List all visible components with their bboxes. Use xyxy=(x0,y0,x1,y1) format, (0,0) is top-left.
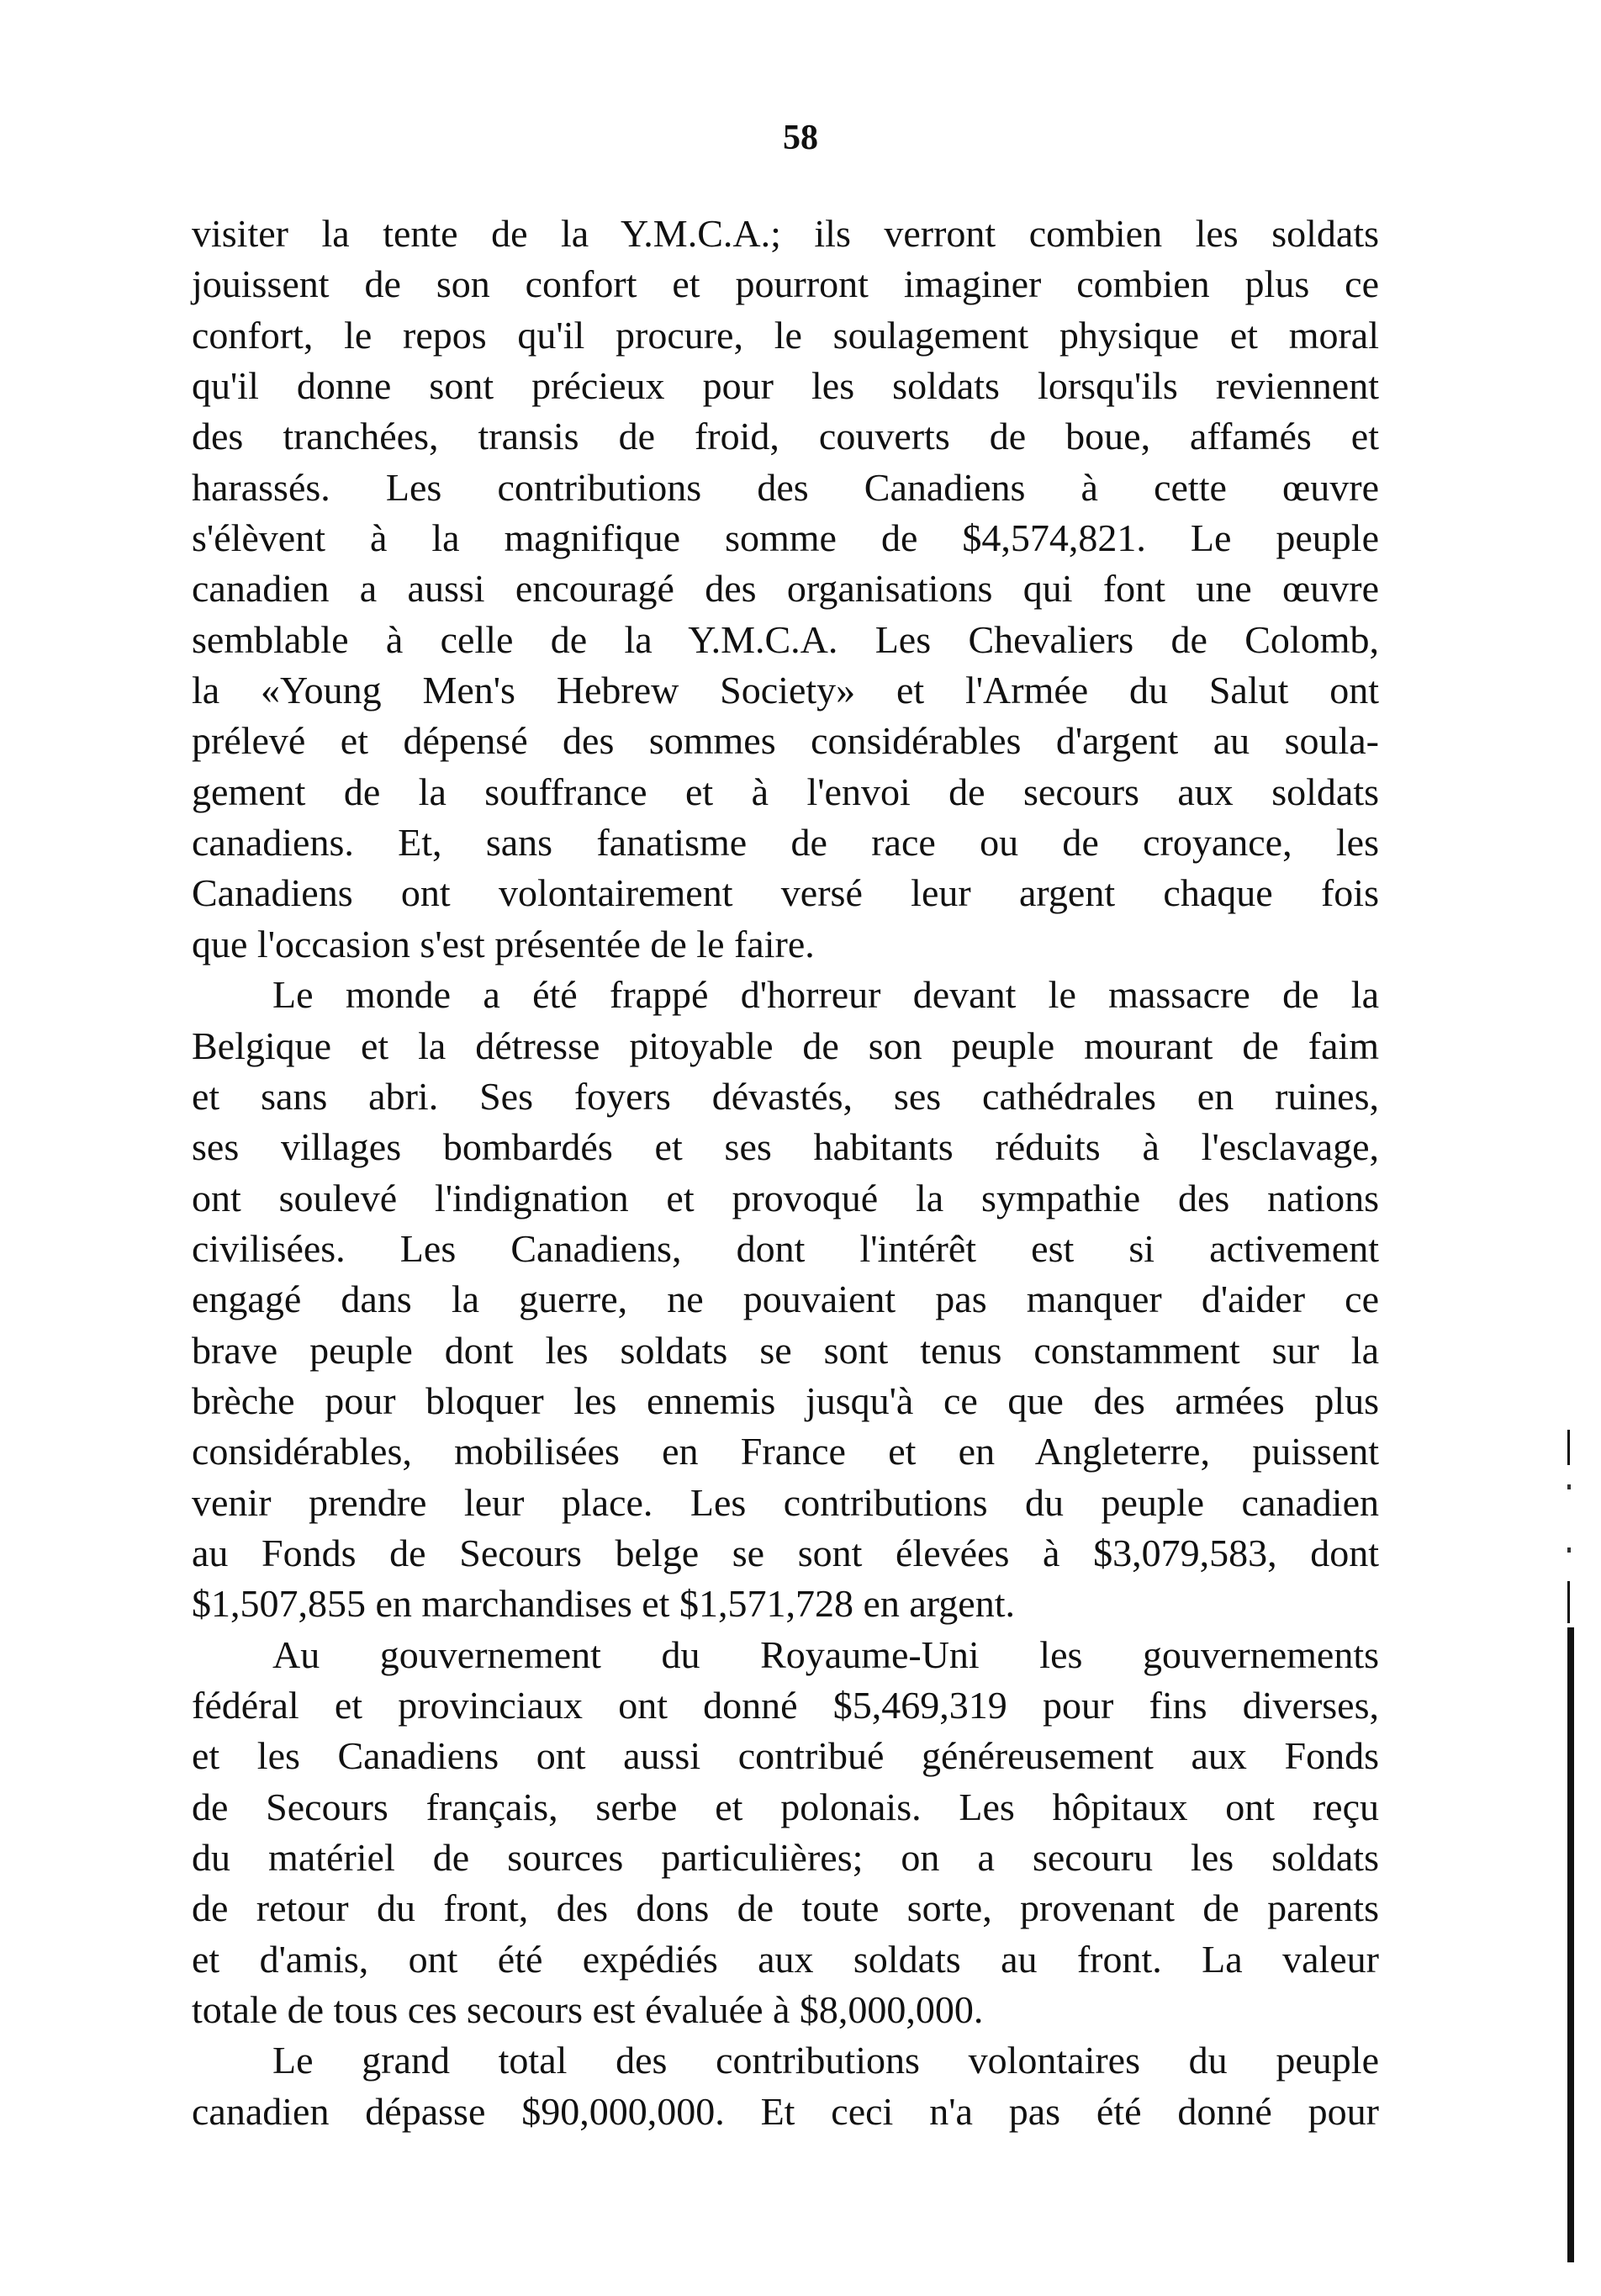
text-line: canadien a aussi encouragé des organisations qui font une œuvre xyxy=(192,567,1379,611)
text-line: Le grand total des contributions volontaires du peuple xyxy=(272,2039,1379,2082)
text-line: que l'occasion s'est présentée de le faire. xyxy=(192,922,815,965)
text-line: visiter la tente de la Y.M.C.A.; ils verront combien les soldats xyxy=(192,212,1379,255)
margin-scan-mark xyxy=(1567,1627,1574,2262)
text-line: et les Canadiens ont aussi contribué généreusement aux Fonds xyxy=(192,1734,1379,1778)
text-line: harassés. Les contributions des Canadiens à cette œuvre xyxy=(192,465,1379,509)
margin-scan-mark xyxy=(1567,1547,1571,1553)
body-text xyxy=(192,209,1379,2137)
text-line: civilisées. Les Canadiens, dont l'intérêt est si activement xyxy=(192,1226,1379,1270)
text-line: ont soulevé l'indignation et provoqué la sympathie des nations xyxy=(192,1176,1379,1219)
text-line: engagé dans la guerre, ne pouvaient pas manquer d'aider ce xyxy=(192,1278,1379,1321)
text-line: jouissent de son confort et pourront imaginer combien plus ce xyxy=(192,262,1379,306)
text-line: venir prendre leur place. Les contributions du peuple canadien xyxy=(192,1480,1379,1524)
text-line: Belgique et la détresse pitoyable de son peuple mourant de faim xyxy=(192,1024,1379,1067)
text-line: et sans abri. Ses foyers dévastés, ses cathédrales en ruines, xyxy=(192,1074,1379,1118)
text-line: fédéral et provinciaux ont donné $5,469,319 pour fins diverses, xyxy=(192,1683,1379,1727)
text-line: Le monde a été frappé d'horreur devant le massacre de la xyxy=(272,973,1379,1017)
text-line: $1,507,855 en marchandises et $1,571,728 en argent. xyxy=(192,1582,1015,1626)
text-line: semblable à celle de la Y.M.C.A. Les Chevaliers de Colomb, xyxy=(192,617,1379,661)
text-line: Canadiens ont volontairement versé leur argent chaque fois xyxy=(192,871,1379,915)
text-line: ses villages bombardés et ses habitants réduits à l'esclavage, xyxy=(192,1125,1379,1169)
text-line: brave peuple dont les soldats se sont tenus constamment sur la xyxy=(192,1328,1379,1372)
text-line: la «Young Men's Hebrew Society» et l'Armée du Salut ont xyxy=(192,669,1379,712)
text-line: qu'il donne sont précieux pour les soldats lorsqu'ils reviennent xyxy=(192,364,1379,408)
text-line: considérables, mobilisées en France et en Angleterre, puissent xyxy=(192,1430,1379,1473)
margin-scan-mark xyxy=(1567,1430,1570,1465)
text-line: au Fonds de Secours belge se sont élevées à $3,079,583, dont xyxy=(192,1531,1379,1574)
text-line: brèche pour bloquer les ennemis jusqu'à ce que des armées plus xyxy=(192,1378,1379,1422)
page-number: 58 xyxy=(783,119,818,157)
text-line: du matériel de sources particulières; on a secouru les soldats xyxy=(192,1836,1379,1879)
text-line: de retour du front, des dons de toute sorte, provenant de parents xyxy=(192,1886,1379,1930)
text-line: des tranchées, transis de froid, couverts de boue, affamés et xyxy=(192,415,1379,458)
text-line: totale de tous ces secours est évaluée à $8,000,000. xyxy=(192,1988,984,2032)
margin-scan-mark xyxy=(1567,1484,1571,1489)
text-line: canadien dépasse $90,000,000. Et ceci n'a pas été donné pour xyxy=(192,2089,1379,2133)
text-line: et d'amis, ont été expédiés aux soldats au front. La valeur xyxy=(192,1937,1379,1981)
text-line: confort, le repos qu'il procure, le soulagement physique et moral xyxy=(192,313,1379,357)
text-line: s'élèvent à la magnifique somme de $4,574,821. Le peuple xyxy=(192,516,1379,560)
text-line: canadiens. Et, sans fanatisme de race ou de croyance, les xyxy=(192,821,1379,865)
text-line: gement de la souffrance et à l'envoi de secours aux soldats xyxy=(192,770,1379,813)
text-line: de Secours français, serbe et polonais. Les hôpitaux ont reçu xyxy=(192,1785,1379,1828)
text-line: Au gouvernement du Royaume-Uni les gouvernements xyxy=(272,1632,1379,1676)
text-line: prélevé et dépensé des sommes considérables d'argent au soula- xyxy=(192,719,1379,763)
margin-scan-mark xyxy=(1567,1581,1570,1623)
